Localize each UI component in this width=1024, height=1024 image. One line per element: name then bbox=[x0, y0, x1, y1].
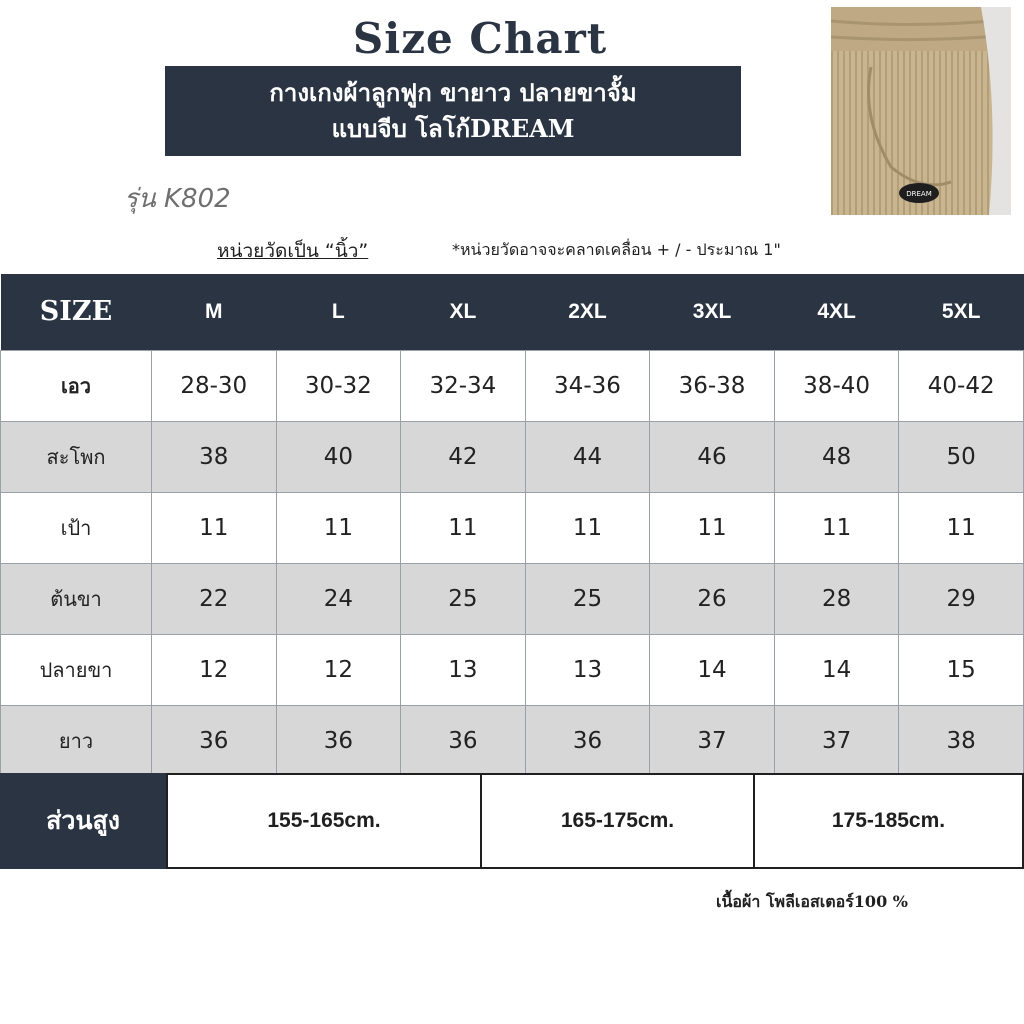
table-cell: 37 bbox=[774, 705, 899, 776]
table-cell: 36-38 bbox=[650, 350, 775, 421]
table-cell: 46 bbox=[650, 421, 775, 492]
table-cell: 11 bbox=[899, 492, 1024, 563]
table-cell: 38 bbox=[152, 421, 277, 492]
table-cell: 36 bbox=[401, 705, 526, 776]
table-cell: 25 bbox=[525, 563, 650, 634]
table-cell: 13 bbox=[401, 634, 526, 705]
table-cell: 40 bbox=[276, 421, 401, 492]
page-title: Size Chart bbox=[352, 14, 608, 63]
height-range-2: 165-175cm. bbox=[480, 773, 755, 869]
table-cell: 12 bbox=[276, 634, 401, 705]
table-cell: 14 bbox=[650, 634, 775, 705]
table-row-waist bbox=[1, 350, 1024, 421]
table-cell: 40-42 bbox=[899, 350, 1024, 421]
size-5xl: 5XL bbox=[899, 274, 1024, 350]
unit-note: หน่วยวัดเป็น “นิ้ว” bbox=[217, 240, 369, 262]
size-table bbox=[0, 274, 1024, 777]
table-cell: 15 bbox=[899, 634, 1024, 705]
table-row-leg-opening bbox=[1, 634, 1024, 705]
dream-logo-patch: DREAM bbox=[906, 190, 932, 198]
table-cell: 11 bbox=[774, 492, 899, 563]
table-cell: 32-34 bbox=[401, 350, 526, 421]
height-guide-row bbox=[0, 773, 1024, 869]
size-l: L bbox=[276, 274, 401, 350]
product-name-line-2: แบบจีบ โลโก้DREAM bbox=[331, 114, 575, 143]
row-label-leg-opening: ปลายขา bbox=[1, 634, 152, 705]
table-cell: 22 bbox=[152, 563, 277, 634]
size-2xl: 2XL bbox=[525, 274, 650, 350]
size-xl: XL bbox=[401, 274, 526, 350]
table-cell: 36 bbox=[525, 705, 650, 776]
table-cell: 36 bbox=[152, 705, 277, 776]
row-label-hip: สะโพก bbox=[1, 421, 152, 492]
table-cell: 38-40 bbox=[774, 350, 899, 421]
table-cell: 11 bbox=[401, 492, 526, 563]
table-cell: 48 bbox=[774, 421, 899, 492]
table-row-rise bbox=[1, 492, 1024, 563]
table-cell: 11 bbox=[525, 492, 650, 563]
row-label-thigh: ต้นขา bbox=[1, 563, 152, 634]
height-range-3: 175-185cm. bbox=[753, 773, 1024, 869]
row-label-waist: เอว bbox=[1, 350, 152, 421]
table-cell: 13 bbox=[525, 634, 650, 705]
product-photo bbox=[831, 7, 1011, 215]
product-name-line-1: กางเกงผ้าลูกฟูก ขายาว ปลายขาจั้ม bbox=[269, 78, 637, 107]
table-cell: 11 bbox=[650, 492, 775, 563]
table-row-length bbox=[1, 705, 1024, 776]
table-row-thigh bbox=[1, 563, 1024, 634]
table-cell: 30-32 bbox=[276, 350, 401, 421]
size-m: M bbox=[152, 274, 277, 350]
table-cell: 44 bbox=[525, 421, 650, 492]
row-label-rise: เป้า bbox=[1, 492, 152, 563]
table-cell: 36 bbox=[276, 705, 401, 776]
table-cell: 28-30 bbox=[152, 350, 277, 421]
table-cell: 34-36 bbox=[525, 350, 650, 421]
table-cell: 11 bbox=[276, 492, 401, 563]
table-cell: 12 bbox=[152, 634, 277, 705]
table-cell: 28 bbox=[774, 563, 899, 634]
model-number: รุ่น K802 bbox=[124, 184, 231, 214]
table-cell: 11 bbox=[152, 492, 277, 563]
row-label-length: ยาว bbox=[1, 705, 152, 776]
size-column-header: SIZE bbox=[1, 274, 152, 350]
size-3xl: 3XL bbox=[650, 274, 775, 350]
table-cell: 24 bbox=[276, 563, 401, 634]
table-cell: 29 bbox=[899, 563, 1024, 634]
product-name-banner bbox=[165, 66, 741, 156]
table-row-hip bbox=[1, 421, 1024, 492]
table-cell: 42 bbox=[401, 421, 526, 492]
tolerance-note: *หน่วยวัดอาจจะคลาดเคลื่อน + / - ประมาณ 1" bbox=[452, 240, 781, 259]
table-cell: 26 bbox=[650, 563, 775, 634]
table-cell: 25 bbox=[401, 563, 526, 634]
table-cell: 14 bbox=[774, 634, 899, 705]
height-label: ส่วนสูง bbox=[0, 773, 166, 869]
corduroy-pants-image bbox=[831, 7, 1011, 215]
table-cell: 38 bbox=[899, 705, 1024, 776]
size-header-row bbox=[1, 274, 1024, 350]
table-cell: 37 bbox=[650, 705, 775, 776]
fabric-note: เนื้อผ้า โพลีเอสเตอร์100 % bbox=[716, 892, 908, 911]
size-4xl: 4XL bbox=[774, 274, 899, 350]
table-cell: 50 bbox=[899, 421, 1024, 492]
height-range-1: 155-165cm. bbox=[166, 773, 482, 869]
